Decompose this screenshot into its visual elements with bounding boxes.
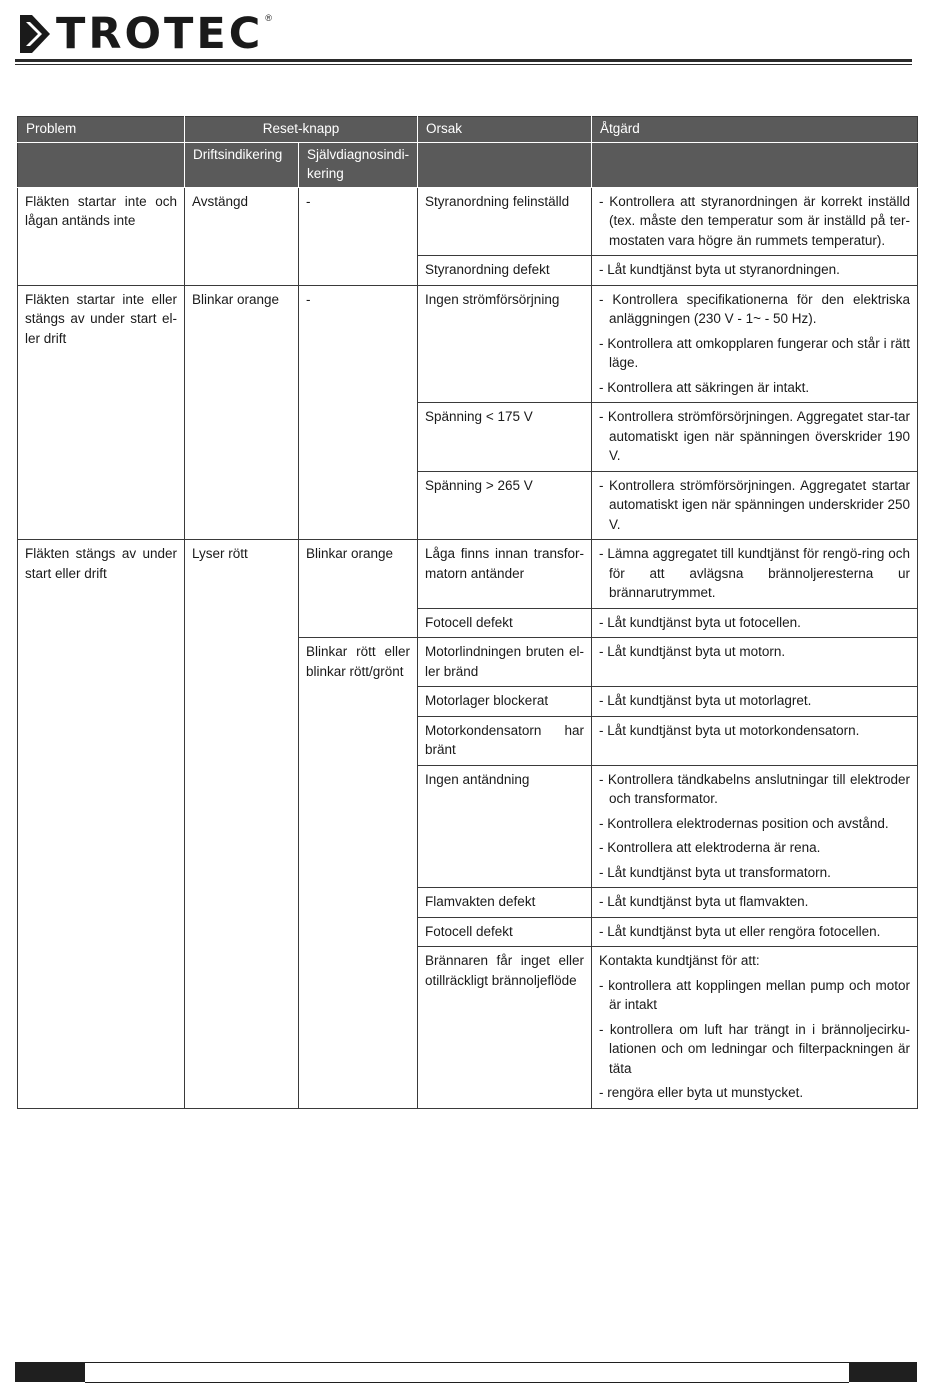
action-item: - Kontrollera specifikationerna för den elektriska anläggningen (230 V - 1~ - 50 Hz). (599, 291, 911, 326)
cause-cell: Motorlager blockerat (418, 687, 592, 717)
action-item: - Kontrollera strömförsörjningen. Aggregatet startar automatiskt igen när spänningen underskrider 250 V. (599, 477, 911, 532)
action-cell (592, 187, 918, 256)
selfdiag-cell: Blinkar orange (299, 540, 418, 638)
header-empty (418, 142, 592, 187)
cause-cell: Ingen strömförsörjning (418, 285, 592, 403)
cause-cell: Låga finns innan transfor-matorn antänder (418, 540, 592, 609)
action-cell (592, 285, 918, 403)
cause-cell: Styranordning defekt (418, 256, 592, 286)
action-item: - Låt kundtjänst byta ut motorn. (599, 644, 786, 659)
cause-cell: Ingen antändning (418, 765, 592, 888)
footer-bar (85, 1362, 849, 1383)
page-footer (15, 1362, 917, 1382)
action-cell (592, 716, 918, 765)
trotec-logo (20, 9, 272, 59)
selfdiag-cell: Blinkar rött eller blinkar rött/grönt (299, 638, 418, 1109)
action-cell (592, 687, 918, 717)
header-empty (18, 142, 185, 187)
footer-block-left (15, 1362, 85, 1382)
troubleshooting-table (17, 116, 918, 1109)
table-row (18, 285, 918, 403)
header-rule-thick (15, 59, 912, 62)
cause-cell: Spänning > 265 V (418, 471, 592, 540)
action-item: - Kontrollera att styranordningen är korrekt inställd (tex. måste den temperatur som är inställd på ter-mostaten vara högre än rummets temperatur). (599, 193, 911, 248)
problem-cell: Fläkten startar inte eller stängs av under start el-ler drift (18, 285, 185, 540)
action-item: - Kontrollera strömförsörjningen. Aggregatet star-tar automatiskt igen när spänningen överskrider 190 V. (599, 409, 911, 463)
action-item: - Kontrollera elektrodernas position och avstånd. (599, 815, 889, 831)
header-selfdiag: Självdiagnosindi-kering (299, 142, 418, 187)
action-item: - Låt kundtjänst byta ut transformatorn. (599, 864, 831, 880)
table-row (18, 187, 918, 256)
action-intro: Kontakta kundtjänst för att: (599, 953, 760, 968)
drift-cell: Lyser rött (185, 540, 299, 1109)
selfdiag-cell: - (299, 285, 418, 540)
action-cell (592, 471, 918, 540)
action-cell (592, 403, 918, 472)
cause-cell: Styranordning felinställd (418, 187, 592, 256)
action-cell (592, 638, 918, 687)
cause-cell: Brännaren får inget eller otillräckligt brännoljeflöde (418, 947, 592, 1109)
cause-cell: Spänning < 175 V (418, 403, 592, 472)
table-row (18, 540, 918, 609)
action-item: - Låt kundtjänst byta ut motorkondensatorn. (599, 722, 860, 738)
cause-cell: Fotocell defekt (418, 917, 592, 947)
header-problem: Problem (18, 117, 185, 143)
action-item: - Kontrollera att säkringen är intakt. (599, 379, 810, 395)
action-item: - Kontrollera att elektroderna är rena. (599, 840, 821, 855)
action-item: - kontrollera om luft har trängt in i brännoljecirku-lationen och om ledningar och filterpackningen är täta (599, 1021, 911, 1076)
page-header (0, 0, 950, 70)
action-item: - Låt kundtjänst byta ut flamvakten. (599, 894, 809, 909)
cause-cell: Flamvakten defekt (418, 888, 592, 918)
cause-cell: Motorlindningen bruten el-ler bränd (418, 638, 592, 687)
action-cell (592, 888, 918, 918)
action-item: - rengöra eller byta ut munstycket. (599, 1085, 804, 1100)
registered-mark: ® (265, 13, 272, 23)
action-item: - Låt kundtjänst byta ut styranordningen. (599, 262, 840, 277)
action-cell (592, 765, 918, 888)
action-cell (592, 608, 918, 638)
action-cell (592, 917, 918, 947)
problem-cell: Fläkten stängs av under start eller drift (18, 540, 185, 1109)
action-item: - Kontrollera att omkopplaren fungerar och står i rätt läge. (599, 335, 911, 370)
selfdiag-cell: - (299, 187, 418, 285)
header-cause: Orsak (418, 117, 592, 143)
cause-cell: Fotocell defekt (418, 608, 592, 638)
action-cell (592, 540, 918, 609)
action-cell (592, 947, 918, 1109)
header-drift: Driftsindikering (185, 142, 299, 187)
brand-name: TROTEC (56, 9, 264, 59)
action-cell (592, 256, 918, 286)
action-item: - kontrollera att kopplingen mellan pump och motor är intakt (599, 977, 911, 1012)
trotec-logo-mark-icon (20, 15, 50, 53)
drift-cell: Avstängd (185, 187, 299, 285)
header-rule-thin (15, 64, 912, 65)
header-action: Åtgärd (592, 117, 918, 143)
action-item: - Låt kundtjänst byta ut eller rengöra fotocellen. (599, 923, 881, 939)
action-item: - Kontrollera tändkabelns anslutningar till elektroder och transformator. (599, 771, 911, 806)
action-item: - Låt kundtjänst byta ut fotocellen. (599, 614, 801, 630)
drift-cell: Blinkar orange (185, 285, 299, 540)
action-item: - Lämna aggregatet till kundtjänst för rengö-ring och för att avlägsna brännoljeresterna ur brännarutrymmet. (599, 546, 911, 600)
footer-block-right (849, 1362, 917, 1382)
header-reset: Reset-knapp (185, 117, 418, 143)
problem-cell: Fläkten startar inte och lågan antänds inte (18, 187, 185, 285)
action-item: - Låt kundtjänst byta ut motorlagret. (599, 693, 812, 708)
cause-cell: Motorkondensatorn har bränt (418, 716, 592, 765)
header-empty (592, 142, 918, 187)
